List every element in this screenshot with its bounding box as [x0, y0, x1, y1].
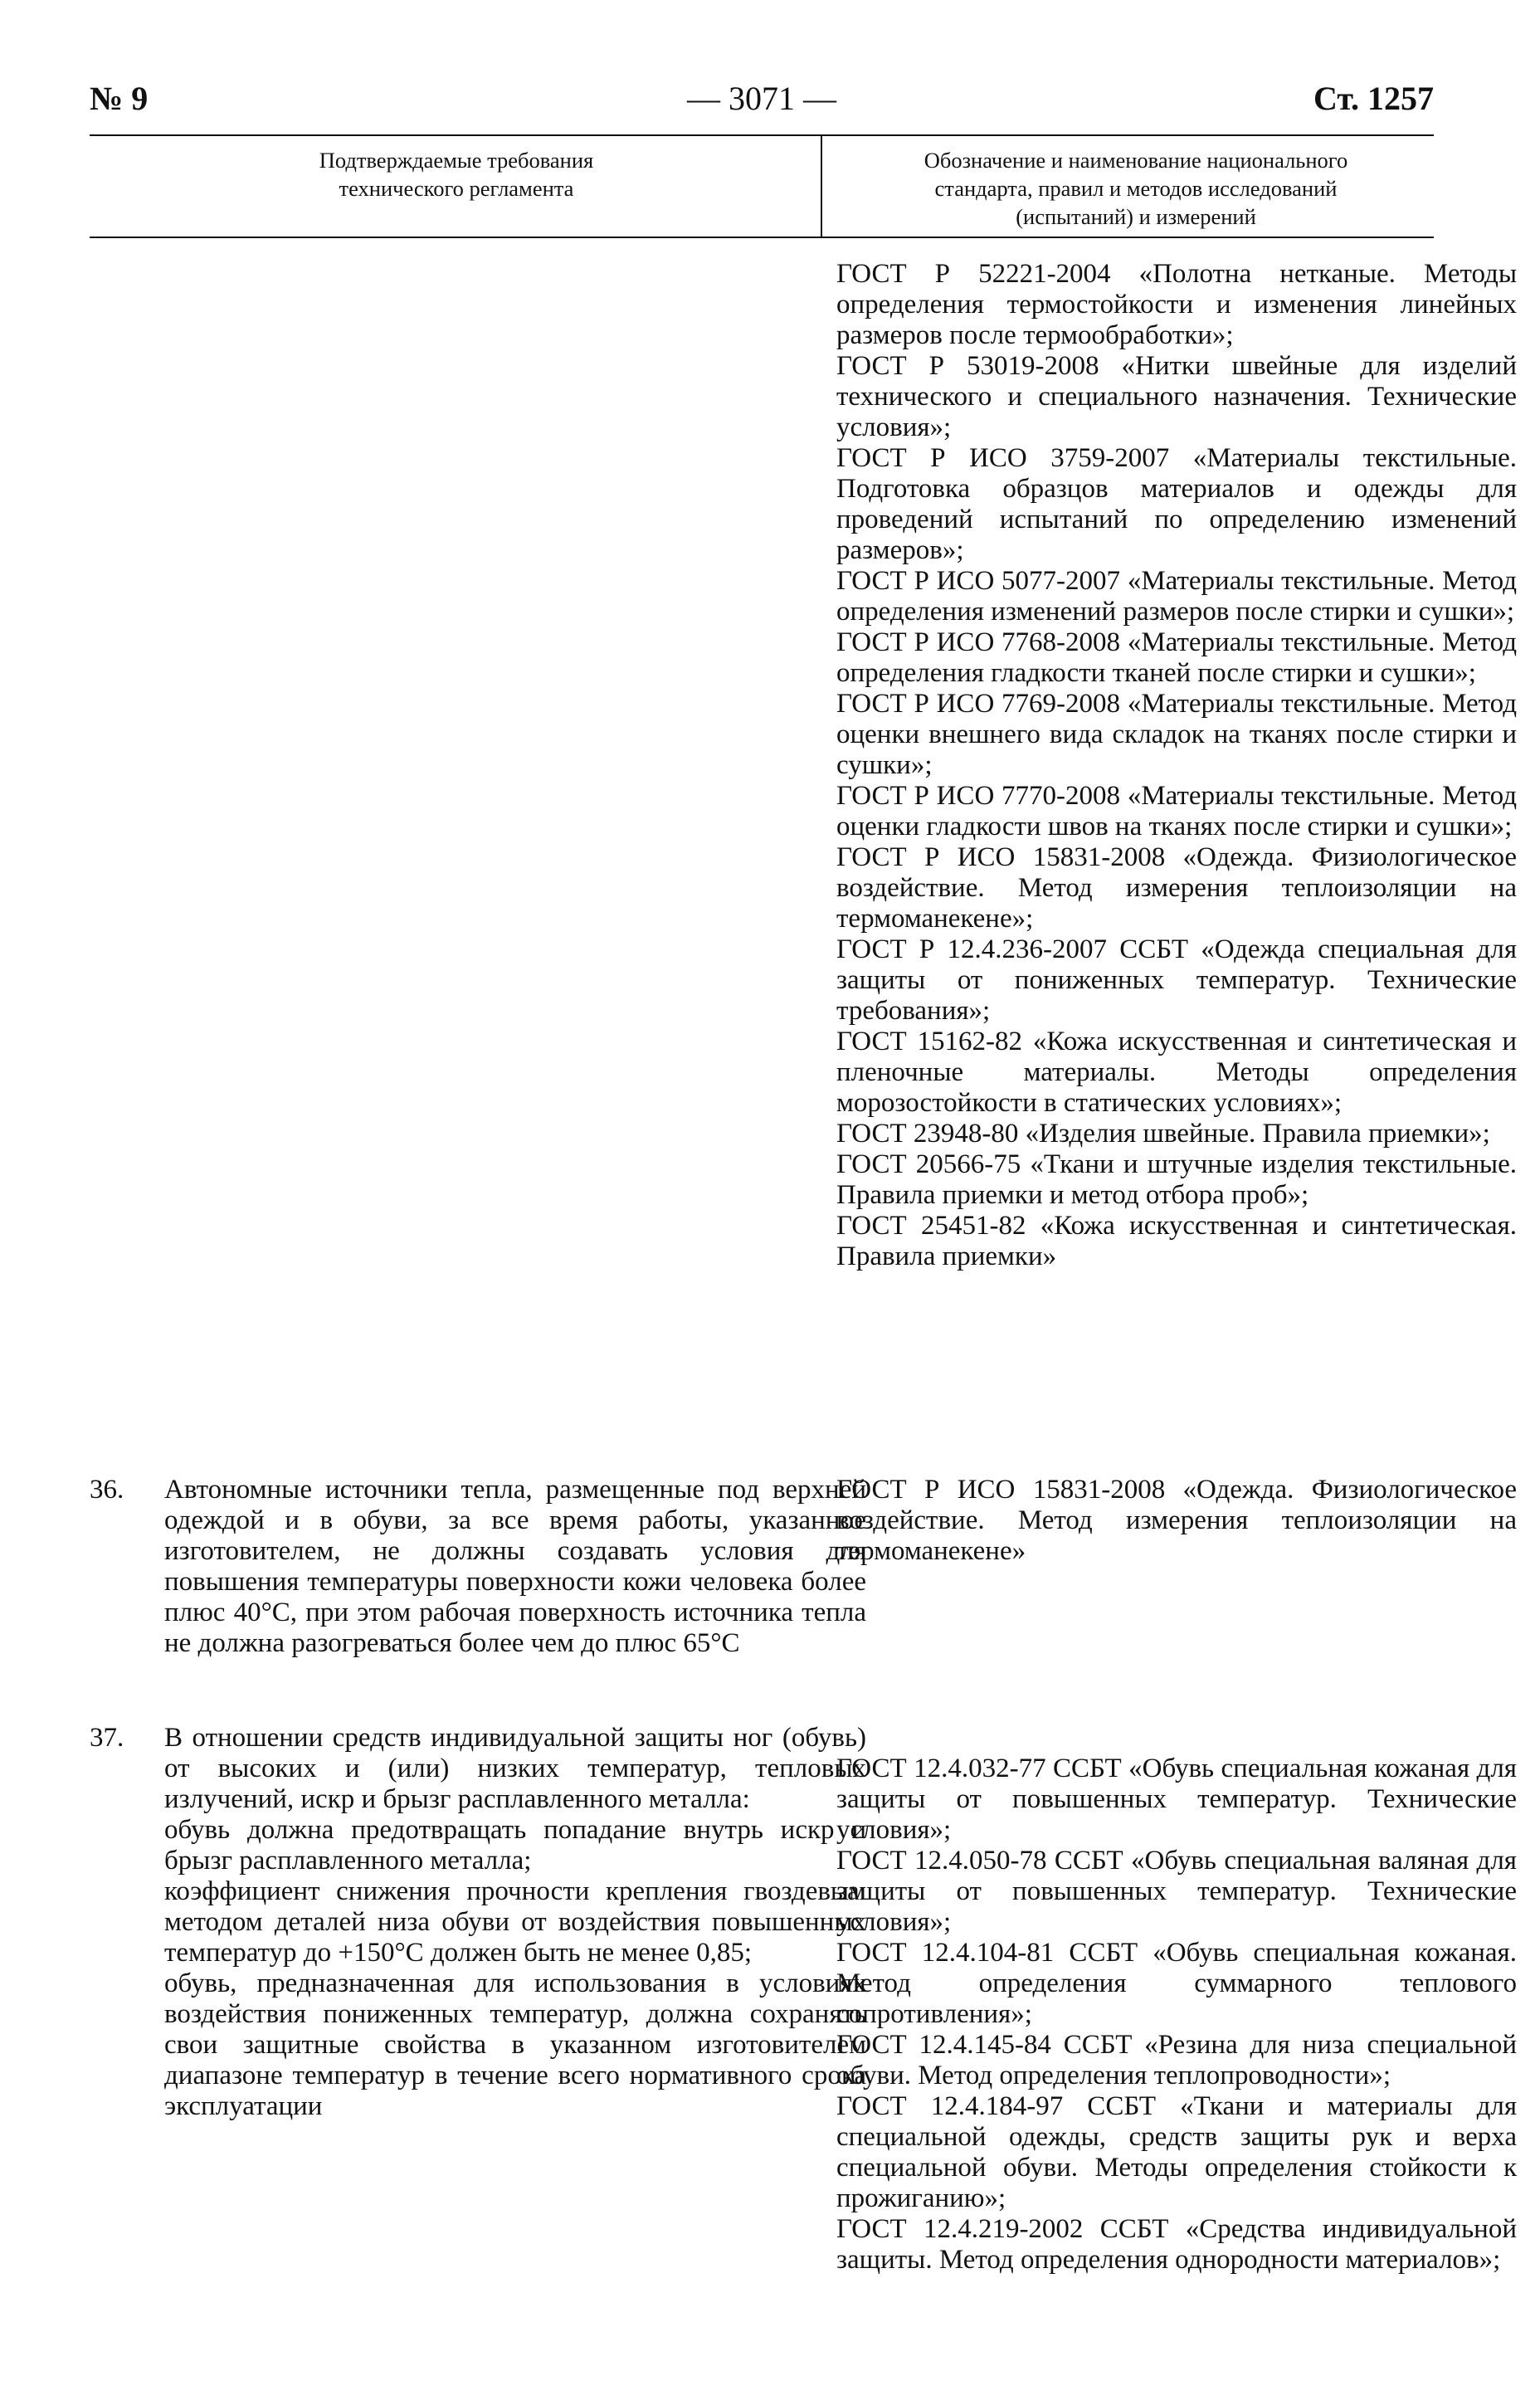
standard-entry: ГОСТ Р ИСО 5077-2007 «Материалы текстильные. Метод определения изменений размеров после стирки и сушки»; — [836, 566, 1517, 627]
requirement-text: коэффициент снижения прочности крепления гвоздевым методом деталей низа обуви от воздействия повышенных температур до +150°С должен быть не менее 0,85; — [164, 1876, 866, 1968]
requirement-text: В отношении средств индивидуальной защиты ног (обувь) от высоких и (или) низких температур, тепловых излучений, искр и брызг расплавленного металла: — [164, 1723, 866, 1814]
column-heading-line: технического регламента — [339, 176, 574, 201]
column-heading-line: стандарта, правил и методов исследований — [934, 176, 1338, 201]
requirement-cell — [164, 1723, 866, 2122]
column-heading-requirements — [116, 146, 797, 202]
standard-entry: ГОСТ Р ИСО 15831-2008 «Одежда. Физиологическое воздействие. Метод измерения теплоизоляции на термоманекене»; — [836, 842, 1517, 934]
standard-entry: ГОСТ Р 53019-2008 «Нитки швейные для изделий технического и специального назначения. Технические условия»; — [836, 351, 1517, 442]
table-header-rule — [90, 237, 1434, 238]
standard-entry: ГОСТ 25451-82 «Кожа искусственная и синтетическая. Правила приемки» — [836, 1211, 1517, 1271]
standard-entry: ГОСТ Р ИСО 15831-2008 «Одежда. Физиологическое воздействие. Метод измерения теплоизоляции на термоманекене» — [836, 1475, 1517, 1566]
column-heading-line: (испытаний) и измерений — [1016, 204, 1256, 229]
standard-entry: ГОСТ Р ИСО 7768-2008 «Материалы текстильные. Метод определения гладкости тканей после стирки и сушки»; — [836, 627, 1517, 688]
column-heading-standards — [838, 146, 1434, 231]
standard-entry: ГОСТ 15162-82 «Кожа искусственная и синтетическая и пленочные материалы. Методы определения морозостойкости в статических условиях»; — [836, 1027, 1517, 1118]
row-number: 37. — [90, 1723, 124, 1753]
table-top-rule — [90, 134, 1434, 136]
article-number: Ст. 1257 — [1313, 80, 1434, 117]
standard-entry: ГОСТ Р ИСО 3759-2007 «Материалы текстильные. Подготовка образцов материалов и одежды для проведений испытаний по определению изменений размеров»; — [836, 443, 1517, 565]
row-number: 36. — [90, 1475, 124, 1505]
standards-cell — [836, 1475, 1517, 1567]
column-heading-line: Обозначение и наименование национального — [924, 148, 1348, 173]
standard-entry: ГОСТ 12.4.184-97 ССБТ «Ткани и материалы для специальной одежды, средств защиты рук и верха специальной обуви. Методы определения стойкости к прожиганию»; — [836, 2091, 1517, 2213]
page-number: — 3071 — — [687, 80, 836, 117]
requirement-text: Автономные источники тепла, размещенные под верхней одеждой и в обуви, за все время работы, указанное изготовителем, не должны создавать условия для повышения температуры поверхности кожи человека более плюс 40°С, при этом рабочая поверхность источника тепла не должна разогреваться более чем до плюс 65°С — [164, 1475, 866, 1658]
column-header-divider — [821, 134, 822, 237]
requirement-cell — [164, 1475, 866, 1659]
standard-entry: ГОСТ Р ИСО 7770-2008 «Материалы текстильные. Метод оценки гладкости швов на тканях после стирки и сушки»; — [836, 781, 1517, 841]
standard-entry: ГОСТ 12.4.145-84 ССБТ «Резина для низа специальной обуви. Метод определения теплопроводности»; — [836, 2030, 1517, 2090]
column-heading-line: Подтверждаемые требования — [319, 148, 594, 173]
standard-entry: ГОСТ Р 12.4.236-2007 ССБТ «Одежда специальная для защиты от пониженных температур. Технические требования»; — [836, 934, 1517, 1026]
requirement-text: обувь должна предотвращать попадание внутрь искр и брызг расплавленного металла; — [164, 1815, 866, 1876]
standards-cell — [836, 259, 1517, 1272]
standard-entry: ГОСТ 23948-80 «Изделия швейные. Правила приемки»; — [836, 1119, 1490, 1149]
standard-entry: ГОСТ 12.4.104-81 ССБТ «Обувь специальная кожаная. Метод определения суммарного теплового сопротивления»; — [836, 1938, 1517, 2029]
standard-entry: ГОСТ Р 52221-2004 «Полотна нетканые. Методы определения термостойкости и изменения линейных размеров после термообработки»; — [836, 259, 1517, 350]
standard-entry: ГОСТ Р ИСО 7769-2008 «Материалы текстильные. Метод оценки внешнего вида складок на тканях после стирки и сушки»; — [836, 689, 1517, 780]
requirement-text: обувь, предназначенная для использования в условиях воздействия пониженных температур, должна сохранять свои защитные свойства в указанном изготовителем диапазоне температур в течение всего нормативного срока эксплуатации — [164, 1968, 866, 2121]
standard-entry: ГОСТ 20566-75 «Ткани и штучные изделия текстильные. Правила приемки и метод отбора проб»; — [836, 1149, 1517, 1210]
standard-entry: ГОСТ 12.4.219-2002 ССБТ «Средства индивидуальной защиты. Метод определения однородности материалов»; — [836, 2214, 1517, 2275]
standards-cell — [836, 1754, 1517, 2276]
issue-number: № 9 — [90, 80, 149, 117]
standard-entry: ГОСТ 12.4.050-78 ССБТ «Обувь специальная валяная для защиты от повышенных температур. Технические условия»; — [836, 1846, 1517, 1937]
standard-entry: ГОСТ 12.4.032-77 ССБТ «Обувь специальная кожаная для защиты от повышенных температур. Технические условия»; — [836, 1754, 1517, 1845]
page-header — [90, 73, 1434, 124]
